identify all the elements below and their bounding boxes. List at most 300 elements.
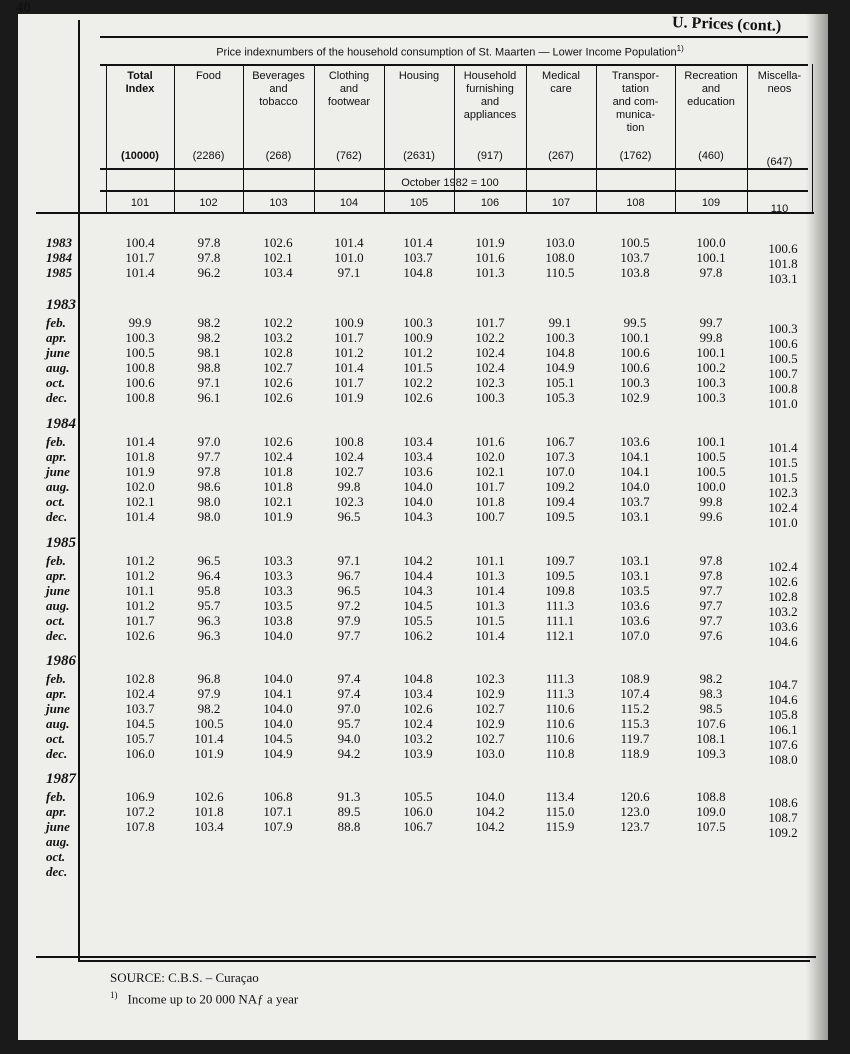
table-cell: 111.1: [545, 613, 575, 628]
table-cell: 104.8: [403, 265, 433, 280]
table-cell: 95.7: [337, 716, 361, 731]
table-cell: 102.0: [475, 449, 505, 464]
table-cell: 102.6: [263, 235, 293, 250]
table-cell: 99.6: [699, 509, 723, 524]
table-rule: [36, 212, 814, 214]
column-number: 108: [626, 197, 645, 209]
table-cell: 101.4: [125, 434, 155, 449]
table-cell: 97.9: [197, 686, 221, 701]
row-label: aug.: [46, 479, 70, 494]
row-label: apr.: [46, 686, 67, 701]
table-cell: 101.7: [125, 613, 155, 628]
table-cell: 107.4: [620, 686, 650, 701]
column-number: 103: [269, 197, 288, 209]
column-number: 110: [770, 203, 789, 215]
table-cell: 101.2: [125, 553, 155, 568]
table-cell: 107.1: [263, 804, 293, 819]
table-cell: 97.7: [699, 583, 723, 598]
table-cell: 105.8: [768, 707, 798, 722]
table-cell: 103.3: [263, 568, 293, 583]
table-cell: 101.5: [768, 470, 798, 485]
table-cell: 100.1: [696, 345, 726, 360]
page-number: 40: [16, 0, 31, 16]
column-header: Medical care: [542, 70, 580, 95]
table-cell: 109.3: [696, 746, 726, 761]
row-label: dec.: [46, 390, 68, 405]
table-cell: 101.4: [334, 360, 364, 375]
table-cell: 97.8: [699, 553, 723, 568]
table-cell: 103.7: [125, 701, 155, 716]
column-weight: (268): [265, 150, 292, 162]
table-cell: 101.3: [475, 568, 505, 583]
table-cell: 104.7: [768, 677, 798, 692]
table-cell: 101.7: [475, 315, 505, 330]
table-cell: 104.0: [620, 479, 650, 494]
footnote-mark: 1): [110, 990, 118, 1000]
table-cell: 102.6: [403, 390, 433, 405]
column-header: Beverages and tobacco: [252, 70, 305, 108]
table-cell: 99.5: [623, 315, 647, 330]
row-label: dec.: [46, 864, 68, 879]
table-cell: 102.3: [475, 375, 505, 390]
table-cell: 89.5: [337, 804, 361, 819]
table-cell: 107.6: [696, 716, 726, 731]
table-cell: 103.7: [620, 250, 650, 265]
table-cell: 104.1: [620, 449, 650, 464]
table-cell: 101.9: [263, 509, 293, 524]
column-weight: (267): [548, 150, 574, 162]
table-cell: 96.7: [337, 568, 361, 583]
table-cell: 98.8: [197, 360, 221, 375]
table-cell: 102.2: [263, 315, 293, 330]
table-cell: 100.1: [620, 330, 650, 345]
table-cell: 103.4: [403, 686, 433, 701]
table-cell: 100.5: [620, 235, 650, 250]
table-cell: 97.1: [337, 553, 361, 568]
table-cell: 100.9: [403, 330, 433, 345]
table-cell: 118.9: [620, 746, 650, 761]
table-cell: 101.4: [475, 628, 505, 643]
table-cell: 103.6: [403, 464, 433, 479]
table-cell: 103.2: [263, 330, 293, 345]
row-label: feb.: [46, 553, 66, 568]
table-cell: 102.8: [768, 589, 798, 604]
table-cell: 104.9: [545, 360, 575, 375]
table-cell: 100.9: [334, 315, 364, 330]
table-cell: 99.9: [128, 315, 152, 330]
table-cell: 102.6: [263, 375, 293, 390]
table-cell: 107.9: [263, 819, 293, 834]
table-cell: 96.5: [197, 553, 221, 568]
table-cell: 104.0: [263, 628, 293, 643]
table-cell: 97.0: [197, 434, 221, 449]
table-cell: 102.4: [125, 686, 155, 701]
column-number: 109: [701, 197, 721, 209]
table-cell: 97.2: [337, 598, 361, 613]
table-cell: 104.3: [403, 583, 433, 598]
row-label: feb.: [46, 434, 66, 449]
table-cell: 98.2: [699, 671, 723, 686]
table-cell: 103.3: [263, 553, 293, 568]
table-cell: 103.1: [768, 271, 798, 286]
table-cell: 100.7: [768, 366, 798, 381]
table-cell: 120.6: [620, 789, 650, 804]
table-cell: 103.0: [545, 235, 575, 250]
table-cell: 97.7: [197, 449, 221, 464]
table-cell: 102.9: [620, 390, 650, 405]
table-cell: 115.9: [545, 819, 575, 834]
table-cell: 97.4: [337, 686, 361, 701]
table-cell: 101.2: [334, 345, 364, 360]
table-cell: 100.3: [545, 330, 575, 345]
column-number: 104: [339, 197, 359, 209]
table-cell: 97.6: [699, 628, 723, 643]
table-cell: 107.6: [768, 737, 798, 752]
row-label: oct.: [46, 613, 66, 628]
column-divider: [384, 64, 385, 212]
table-cell: 102.9: [475, 716, 505, 731]
table-cell: 102.3: [334, 494, 364, 509]
table-cell: 100.3: [768, 321, 798, 336]
table-title-text: Price indexnumbers of the household consumption of St. Maarten — Lower Income Population: [216, 46, 677, 59]
table-cell: 101.4: [125, 509, 155, 524]
row-label: oct.: [46, 375, 66, 390]
table-cell: 115.0: [545, 804, 575, 819]
table-cell: 109.2: [768, 825, 798, 840]
table-cell: 104.0: [403, 479, 433, 494]
table-cell: 100.6: [620, 360, 650, 375]
base-period-label: October 1982 = 100: [401, 177, 499, 189]
table-cell: 103.2: [403, 731, 433, 746]
table-cell: 101.6: [475, 250, 505, 265]
table-cell: 107.0: [620, 628, 650, 643]
table-cell: 102.6: [403, 701, 433, 716]
table-cell: 100.5: [696, 449, 726, 464]
table-cell: 97.8: [197, 235, 221, 250]
table-cell: 110.5: [545, 265, 575, 280]
column-header: Household furnishing and appliances: [463, 70, 517, 121]
row-label: dec.: [46, 509, 68, 524]
table-cell: 103.5: [263, 598, 293, 613]
table-cell: 103.0: [475, 746, 505, 761]
table-cell: 103.4: [263, 265, 293, 280]
table-cell: 100.2: [696, 360, 726, 375]
row-label: feb.: [46, 671, 66, 686]
table-cell: 101.8: [768, 256, 798, 271]
section-title: U. Prices (cont.): [671, 14, 782, 35]
table-cell: 109.2: [545, 479, 575, 494]
table-cell: 106.8: [263, 789, 293, 804]
table-cell: 110.6: [545, 716, 575, 731]
table-cell: 105.5: [403, 613, 433, 628]
table-cell: 97.4: [337, 671, 361, 686]
table-cell: 101.4: [194, 731, 224, 746]
table-cell: 104.0: [403, 494, 433, 509]
table-cell: 100.5: [768, 351, 798, 366]
table-cell: 102.3: [475, 671, 505, 686]
table-cell: 106.0: [403, 804, 433, 819]
table-cell: 94.0: [337, 731, 361, 746]
table-cell: 101.2: [125, 568, 155, 583]
table-cell: 103.1: [620, 553, 650, 568]
table-cell: 104.6: [768, 634, 798, 649]
table-cell: 102.7: [334, 464, 364, 479]
table-cell: 100.3: [696, 390, 726, 405]
year-heading: 1985: [46, 535, 76, 551]
table-cell: 100.1: [696, 250, 726, 265]
table-cell: 110.6: [545, 731, 575, 746]
table-cell: 101.4: [768, 440, 798, 455]
table-cell: 103.8: [620, 265, 650, 280]
table-cell: 102.1: [263, 494, 293, 509]
table-cell: 107.2: [125, 804, 155, 819]
table-cell: 101.0: [768, 396, 798, 411]
table-cell: 102.4: [768, 500, 798, 515]
column-header: Total Index: [125, 70, 155, 95]
table-cell: 98.2: [197, 315, 221, 330]
table-rule: [36, 956, 816, 958]
table-cell: 100.6: [620, 345, 650, 360]
column-weight: (917): [477, 150, 503, 162]
row-label: oct.: [46, 494, 66, 509]
table-cell: 101.4: [403, 235, 433, 250]
table-cell: 104.3: [403, 509, 433, 524]
table-cell: 106.9: [125, 789, 155, 804]
table-cell: 110.8: [545, 746, 575, 761]
table-cell: 104.6: [768, 692, 798, 707]
table-cell: 97.0: [337, 701, 361, 716]
table-cell: 101.2: [125, 598, 155, 613]
column-weight: (762): [336, 150, 362, 162]
table-cell: 101.7: [125, 250, 155, 265]
row-label: oct.: [46, 731, 66, 746]
table-cell: 104.5: [263, 731, 293, 746]
table-cell: 119.7: [620, 731, 650, 746]
table-cell: 97.8: [197, 250, 221, 265]
table-cell: 100.7: [475, 509, 505, 524]
table-cell: 103.7: [403, 250, 433, 265]
table-rule: [100, 36, 808, 38]
table-cell: 109.5: [545, 568, 575, 583]
table-cell: 100.6: [125, 375, 155, 390]
table-cell: 107.3: [545, 449, 575, 464]
table-cell: 102.4: [768, 559, 798, 574]
table-cell: 101.0: [768, 515, 798, 530]
table-cell: 98.0: [197, 494, 221, 509]
column-number: 102: [199, 197, 218, 209]
table-cell: 102.6: [194, 789, 224, 804]
year-heading: 1987: [46, 771, 76, 787]
row-label: 1984: [46, 250, 72, 265]
table-cell: 104.2: [403, 553, 433, 568]
table-cell: 103.9: [403, 746, 433, 761]
column-header: Recreation and education: [684, 70, 738, 108]
table-cell: 98.3: [699, 686, 723, 701]
column-header: Transpor- tation and com- munica- tion: [611, 70, 660, 134]
table-cell: 98.2: [197, 330, 221, 345]
column-number: 106: [480, 197, 500, 209]
table-cell: 100.5: [125, 345, 155, 360]
table-cell: 109.7: [545, 553, 575, 568]
table-cell: 100.5: [194, 716, 224, 731]
table-cell: 102.4: [475, 360, 505, 375]
row-label: june: [46, 819, 70, 834]
table-cell: 109.5: [545, 509, 575, 524]
table-cell: 108.0: [545, 250, 575, 265]
table-cell: 100.3: [125, 330, 155, 345]
table-cell: 98.0: [197, 509, 221, 524]
table-cell: 102.2: [403, 375, 433, 390]
row-label: june: [46, 464, 70, 479]
row-label: aug.: [46, 716, 70, 731]
table-cell: 104.5: [403, 598, 433, 613]
year-heading: 1986: [46, 653, 76, 669]
year-heading: 1984: [46, 416, 76, 432]
table-cell: 101.8: [263, 464, 293, 479]
table-cell: 97.8: [699, 265, 723, 280]
table-cell: 96.3: [197, 628, 221, 643]
table-cell: 111.3: [545, 671, 575, 686]
table-cell: 96.5: [337, 583, 361, 598]
row-label: 1985: [46, 265, 72, 280]
table-cell: 106.0: [125, 746, 155, 761]
table-cell: 102.8: [125, 671, 155, 686]
table-cell: 96.5: [337, 509, 361, 524]
table-cell: 101.7: [334, 330, 364, 345]
table-cell: 101.3: [475, 598, 505, 613]
table-cell: 103.4: [403, 449, 433, 464]
table-cell: 101.4: [475, 583, 505, 598]
table-cell: 101.2: [403, 345, 433, 360]
table-cell: 104.2: [475, 819, 505, 834]
column-header: Housing: [398, 70, 440, 82]
column-divider: [812, 64, 813, 212]
table-cell: 104.0: [263, 701, 293, 716]
footnote: [110, 990, 298, 1007]
table-cell: 105.5: [403, 789, 433, 804]
table-cell: 98.6: [197, 479, 221, 494]
column-header: Food: [195, 70, 222, 82]
column-number: 101: [130, 197, 150, 209]
table-cell: 100.3: [696, 375, 726, 390]
table-cell: 103.4: [194, 819, 224, 834]
table-cell: 106.1: [768, 722, 798, 737]
table-cell: 103.7: [620, 494, 650, 509]
table-cell: 101.4: [334, 235, 364, 250]
table-cell: 102.7: [263, 360, 293, 375]
table-title-footnote-mark: 1): [676, 44, 684, 53]
table-cell: 97.7: [699, 613, 723, 628]
table-cell: 107.0: [545, 464, 575, 479]
table-cell: 103.1: [620, 509, 650, 524]
table-cell: 100.3: [403, 315, 433, 330]
table-cell: 109.4: [545, 494, 575, 509]
table-cell: 104.1: [620, 464, 650, 479]
row-label: aug.: [46, 834, 70, 849]
table-cell: 100.1: [696, 434, 726, 449]
table-cell: 108.9: [620, 671, 650, 686]
table-cell: 103.3: [263, 583, 293, 598]
table-cell: 123.7: [620, 819, 650, 834]
table-cell: 111.3: [545, 686, 575, 701]
row-label: feb.: [46, 315, 66, 330]
table-cell: 104.4: [403, 568, 433, 583]
table-cell: 91.3: [337, 789, 361, 804]
row-label: apr.: [46, 568, 67, 583]
table-cell: 104.8: [403, 671, 433, 686]
table-cell: 101.5: [475, 613, 505, 628]
table-cell: 101.8: [263, 479, 293, 494]
table-cell: 101.5: [403, 360, 433, 375]
row-label: aug.: [46, 598, 70, 613]
table-cell: 103.6: [620, 613, 650, 628]
table-cell: 111.3: [545, 598, 575, 613]
table-cell: 100.6: [768, 336, 798, 351]
table-cell: 102.2: [475, 330, 505, 345]
row-label: june: [46, 345, 70, 360]
table-cell: 97.7: [337, 628, 361, 643]
table-cell: 102.7: [475, 731, 505, 746]
column-divider: [174, 64, 175, 212]
table-cell: 102.1: [263, 250, 293, 265]
table-cell: 105.3: [545, 390, 575, 405]
column-header: Clothing and footwear: [327, 70, 371, 108]
table-cell: 101.8: [125, 449, 155, 464]
table-cell: 102.8: [263, 345, 293, 360]
table-cell: 102.6: [125, 628, 155, 643]
table-cell: 102.1: [475, 464, 505, 479]
table-cell: 103.8: [263, 613, 293, 628]
table-cell: 104.0: [263, 716, 293, 731]
table-cell: 115.2: [620, 701, 650, 716]
table-cell: 102.0: [125, 479, 155, 494]
table-cell: 108.8: [696, 789, 726, 804]
table-cell: 101.8: [475, 494, 505, 509]
table-cell: 104.5: [125, 716, 155, 731]
column-weight: (1762): [619, 150, 652, 162]
table-cell: 102.6: [768, 574, 798, 589]
table-cell: 110.6: [545, 701, 575, 716]
table-cell: 98.1: [197, 345, 221, 360]
table-cell: 101.9: [194, 746, 224, 761]
table-cell: 101.5: [768, 455, 798, 470]
row-label: dec.: [46, 628, 68, 643]
table-cell: 103.6: [768, 619, 798, 634]
table-cell: 88.8: [337, 819, 361, 834]
table-cell: 108.6: [768, 795, 798, 810]
table-cell: 100.4: [125, 235, 155, 250]
table-cell: 100.8: [125, 390, 155, 405]
table-cell: 96.3: [197, 613, 221, 628]
table-cell: 101.9: [334, 390, 364, 405]
table-cell: 100.8: [334, 434, 364, 449]
row-label: aug.: [46, 360, 70, 375]
table-cell: 102.4: [475, 345, 505, 360]
table-cell: 99.7: [699, 315, 723, 330]
column-weight: (647): [766, 156, 793, 168]
table-cell: 101.1: [475, 553, 505, 568]
table-cell: 104.2: [475, 804, 505, 819]
table-cell: 101.4: [125, 265, 155, 280]
table-cell: 123.0: [620, 804, 650, 819]
table-cell: 100.3: [620, 375, 650, 390]
table-cell: 97.8: [197, 464, 221, 479]
table-cell: 100.6: [768, 241, 798, 256]
table-cell: 95.7: [197, 598, 221, 613]
row-label: june: [46, 583, 70, 598]
table-cell: 101.8: [194, 804, 224, 819]
table-cell: 108.1: [696, 731, 726, 746]
